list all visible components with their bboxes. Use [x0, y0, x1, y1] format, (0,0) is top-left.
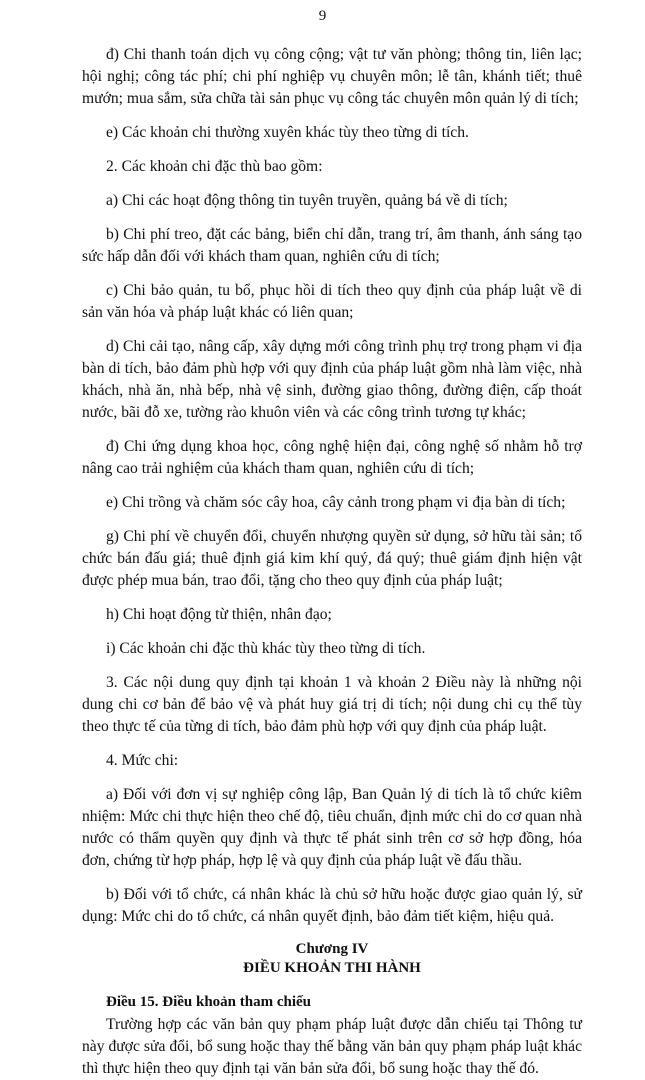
paragraph: a) Đối với đơn vị sự nghiệp công lập, Ban Quản lý di tích là tổ chức kiêm nhiệm: Mức chi thực hiện theo chế độ, tiêu chuẩn, định mức chi do cơ quan nhà nước có thẩm quyền quy định và thực tế phát sinh trên cơ sở hợp đồng, hóa đơn, chứng từ hợp pháp, hợp lệ và quy định của pháp luật về đấu thầu. [82, 786, 582, 869]
paragraph: b) Đối với tổ chức, cá nhân khác là chủ sở hữu hoặc được giao quản lý, sử dụng: Mức chi do tổ chức, cá nhân quyết định, bảo đảm tiết kiệm, hiệu quả. [82, 886, 582, 925]
paragraph: d) Chi cải tạo, nâng cấp, xây dựng mới công trình phụ trợ trong phạm vi địa bàn di tích, bảo đảm phù hợp với quy định của pháp luật gồm nhà làm việc, nhà khách, nhà ăn, nhà bếp, nhà vệ sinh, đường giao thông, đường điện, cấp thoát nước, bãi đỗ xe, tường rào khuôn viên và các công trình tương tự khác; [82, 338, 582, 421]
paragraph: g) Chi phí về chuyển đổi, chuyển nhượng quyền sử dụng, sở hữu tài sản; tổ chức bán đấu giá; thuê định giá kim khí quý, đá quý; thuê giám định hiện vật được phép mua bán, trao đổi, tặng cho theo quy định của pháp luật; [82, 528, 582, 589]
chapter-title: Chương IV [295, 941, 369, 957]
page-number: 9 [318, 8, 327, 24]
paragraph: h) Chi hoạt động từ thiện, nhân đạo; [106, 606, 332, 623]
chapter-heading [82, 940, 582, 978]
paragraph: đ) Chi ứng dụng khoa học, công nghệ hiện đại, công nghệ số nhằm hỗ trợ nâng cao trải nghiệm của khách tham quan, nghiên cứu di tích; [82, 438, 582, 477]
paragraph: e) Các khoản chi thường xuyên khác tùy theo từng di tích. [106, 124, 469, 141]
article-body: Trường hợp các văn bản quy phạm pháp luật được dẫn chiếu tại Thông tư này được sửa đổi, bổ sung hoặc thay thế bằng văn bản quy phạm pháp luật khác thì thực hiện theo quy định tại văn bản sửa đổi, bổ sung hoặc thay thế đó. [82, 1016, 582, 1077]
paragraph: đ) Chi thanh toán dịch vụ công cộng; vật tư văn phòng; thông tin, liên lạc; hội nghị; công tác phí; chi phí nghiệp vụ chuyên môn; lễ tân, khánh tiết; thuê mướn; mua sắm, sửa chữa tài sản phục vụ công tác chuyên môn quản lý di tích; [82, 46, 582, 107]
paragraph: e) Chi trồng và chăm sóc cây hoa, cây cảnh trong phạm vi địa bàn di tích; [106, 494, 566, 511]
paragraph: a) Chi các hoạt động thông tin tuyên truyền, quảng bá về di tích; [106, 192, 508, 209]
paragraph: 4. Mức chi: [106, 752, 179, 769]
article-heading: Điều 15. Điều khoản tham chiếu [106, 994, 312, 1010]
chapter-subtitle: ĐIỀU KHOẢN THI HÀNH [243, 960, 421, 976]
paragraph: c) Chi bảo quản, tu bổ, phục hồi di tích theo quy định của pháp luật về di sản văn hóa và pháp luật khác có liên quan; [82, 282, 582, 321]
paragraph: 3. Các nội dung quy định tại khoản 1 và khoản 2 Điều này là những nội dung chi cơ bản để bảo vệ và phát huy giá trị di tích; nội dung chi cụ thể tùy theo thực tế của từng di tích, bảo đảm phù hợp với quy định của pháp luật. [82, 674, 582, 735]
document-body [82, 44, 582, 1080]
paragraph: 2. Các khoản chi đặc thù bao gồm: [106, 158, 323, 175]
paragraph: b) Chi phí treo, đặt các bảng, biển chỉ dẫn, trang trí, âm thanh, ánh sáng tạo sức hấp dẫn đối với khách tham quan, nghiên cứu di tích; [82, 226, 582, 265]
paragraph: i) Các khoản chi đặc thù khác tùy theo từng di tích. [106, 640, 426, 657]
